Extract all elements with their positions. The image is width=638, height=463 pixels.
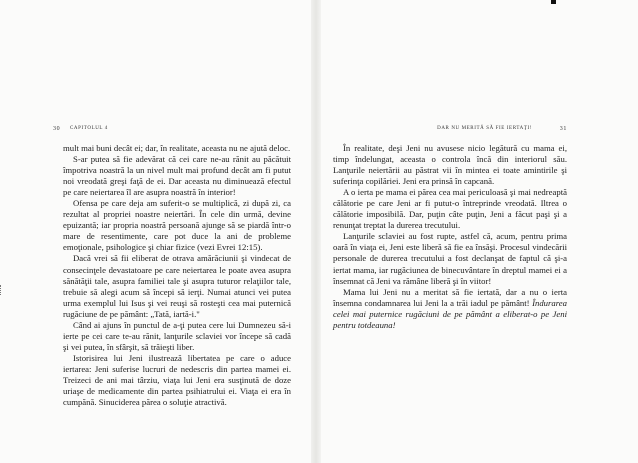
left-page (53, 126, 291, 408)
left-chapter-title: CAPITOLUL 4 (70, 126, 108, 131)
right-book-title: DAR NU MERITĂ SĂ FIE IERTAŢI! (437, 126, 532, 131)
paragraph: Lanţurile sclaviei au fost rupte, astfel că, acum, pentru prima oară în viaţa ei, Jeni este liberă să fie ea însăşi. Procesul vindecării personale de durerea trecutului a fost declanşat de faptul că şi-a iertat mama, iar rugăciunea de binecuvântare în dreptul mamei ei a însemnat că Jeni va rămâne liberă şi în viitor! (333, 231, 567, 286)
left-body-text (63, 143, 291, 408)
scan-edge-mark (0, 285, 4, 295)
right-body-text (333, 143, 567, 331)
paragraph-text: Mama lui Jeni nu a meritat să fie iertată, dar a nu o ierta însemna condamnarea lui Jeni la a trăi iadul pe pământ! (333, 286, 567, 308)
paragraph: Dacă vrei să fii eliberat de otrava amărăciunii şi vindecat de consecinţele devastatoare pe care neiertarea le poate avea asupra sănătăţii tale, asupra familiei tale şi asupra tuturor relaţiilor tale, trebuie să alegi acum să începi să ierţi. Numai atunci vei putea urma exemplul lui Isus şi vei reuşi să rosteşti cea mai puternică rugăciune de pe pământ: „Tată, iartă-i." (63, 253, 291, 319)
closing-italic-sentence: Îndurarea celei mai puternice rugăciuni de pe pământ a eliberat-o pe Jeni pentru totdeauna! (333, 297, 567, 330)
paragraph: Când ai ajuns în punctul de a-ţi putea cere lui Dumnezeu să-i ierte pe cei care te-au rănit, lanţurile sclaviei vor începe să cadă şi vei putea, în sfârşit, să trăieşti liber. (63, 319, 291, 352)
paragraph-with-emphasis (333, 287, 567, 331)
paragraph: Ofensa pe care deja am suferit-o se multiplică, zi după zi, ca rezultat al propriei noastre neiertări. În cele din urmă, devine epuizantă; iar propria noastră persoană ajunge să se piardă într-o mare de resentimente, care pot duce la ani de probleme emoţionale, psihologice şi chiar fizice (vezi Evrei 12:15). (63, 198, 291, 253)
scan-mark (551, 0, 556, 4)
right-page (333, 126, 567, 331)
paragraph: Istorisirea lui Jeni ilustrează libertatea pe care o aduce iertarea: Jeni suferise lucruri de nedescris din partea mamei ei. Treizeci de ani mai târziu, viaţa lui Jeni era susţinută de doze uriaşe de medicamente din partea psihiatrului ei. Viaţa ei era în cumpănă. Sinuciderea părea o soluţie atractivă. (63, 352, 291, 408)
left-running-head (53, 126, 291, 138)
right-running-head (333, 126, 567, 138)
paragraph: În realitate, deşi Jeni nu avusese nicio legătură cu mama ei, timp îndelungat, aceasta o controla încă din interiorul său. Lanţurile neiertării au păstrat vii în mintea ei toate amintirile şi suferinţa copilăriei. Jeni era prinsă în capcană. (333, 143, 567, 187)
left-page-number: 30 (53, 126, 61, 132)
paragraph: S-ar putea să fie adevărat că cei care ne-au rănit au păcătuit împotriva noastră la un nivel mult mai profund decât am fi putut noi vreodată greşi faţă de ei. Dar aceasta nu diminuează efectul pe care neiertarea îl are asupra noastră în interior! (63, 154, 291, 198)
book-gutter (311, 0, 321, 463)
right-page-number: 31 (559, 126, 567, 132)
paragraph: A o ierta pe mama ei părea cea mai periculoasă şi mai nedreaptă călătorie pe care Jeni ar fi putut-o întreprinde vreodată. Iltrea o călătorie imposibilă. Dar, puţin câte puţin, Jeni a făcut paşi şi a renunţat treptat la durerea trecutului. (333, 187, 567, 231)
paragraph: mult mai buni decât ei; dar, în realitate, aceasta nu ne ajută deloc. (63, 143, 291, 153)
